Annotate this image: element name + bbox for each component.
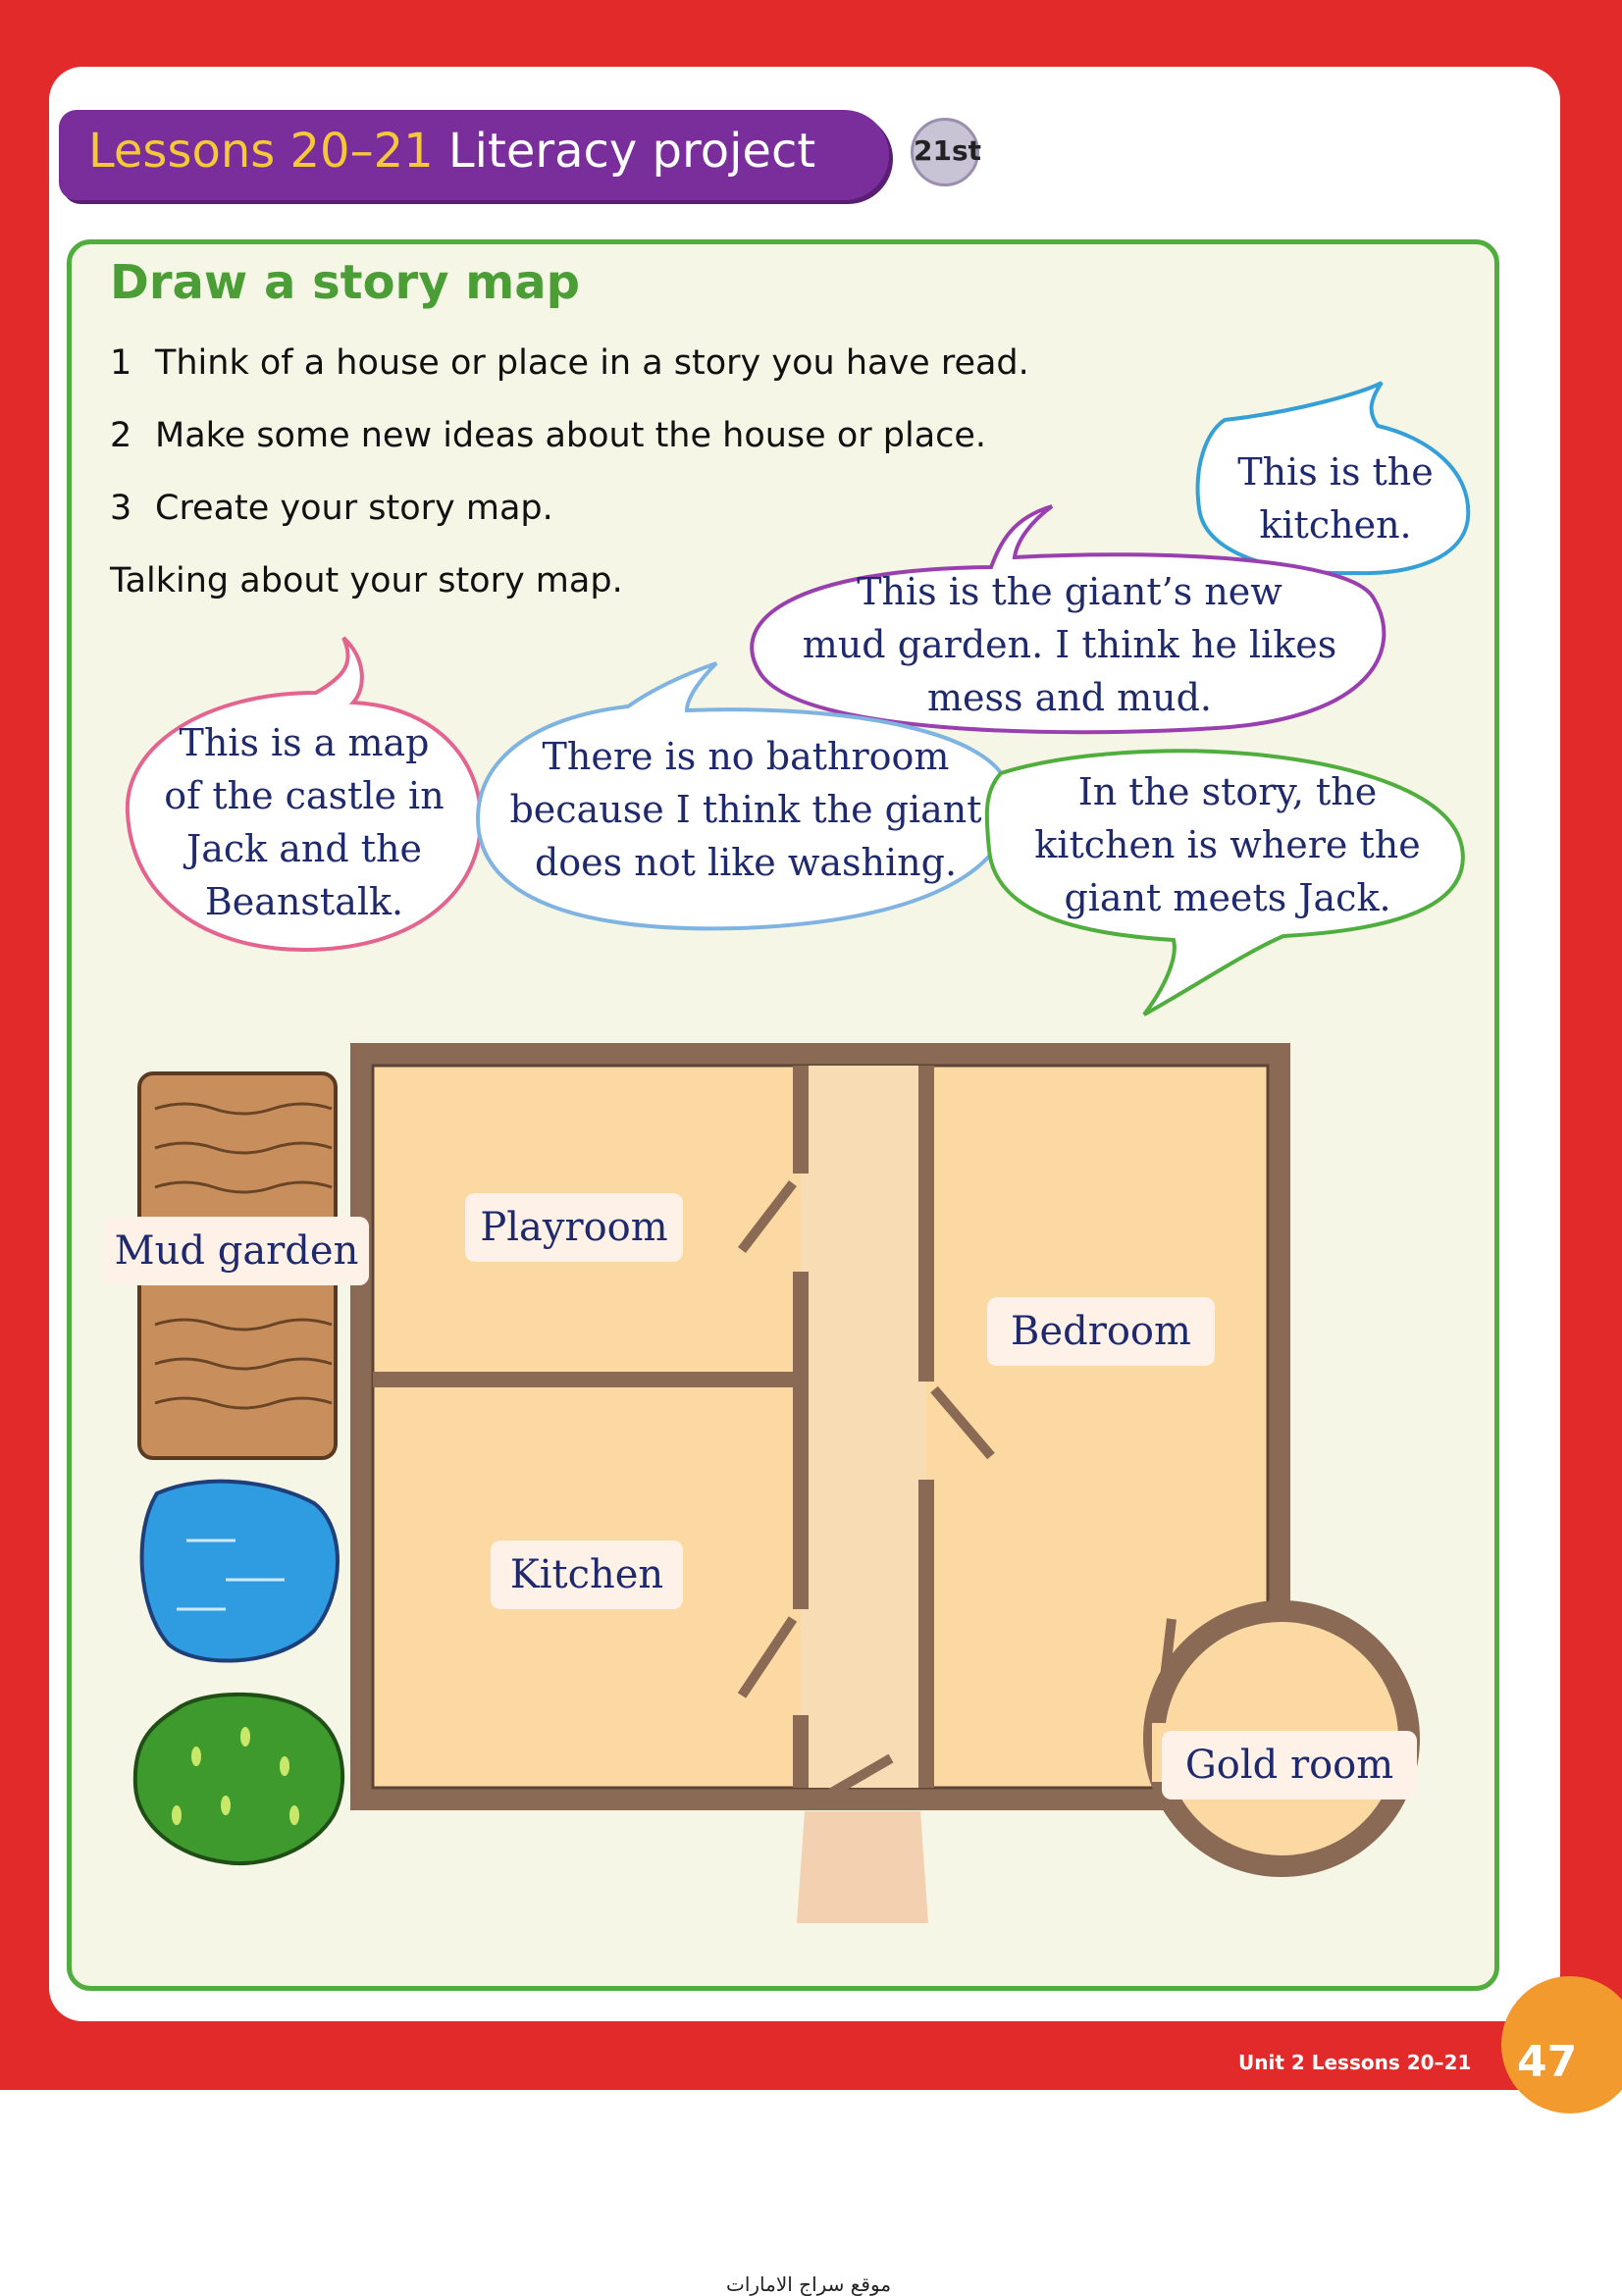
section-title: Draw a story map <box>110 255 580 310</box>
label-bedroom: Bedroom <box>987 1297 1215 1366</box>
footer-unit-label: Unit 2 Lessons 20–21 <box>1238 2051 1472 2074</box>
bush-icon <box>135 1695 342 1863</box>
label-mud-garden: Mud garden <box>104 1217 369 1285</box>
bubble-line: of the castle in <box>164 774 445 817</box>
talking-instruction: Talking about your story map. <box>110 561 623 600</box>
corridor <box>801 1066 926 1788</box>
bubble-line: giant meets Jack. <box>1064 876 1391 919</box>
bubble-line: kitchen. <box>1259 503 1412 547</box>
21st-century-badge-icon: 21st <box>911 118 979 186</box>
bubble-line: mud garden. I think he likes <box>802 623 1337 666</box>
step-number: 1 <box>110 343 132 383</box>
bubble-line: kitchen is where the <box>1034 823 1421 866</box>
bubble-line: There is no bathroom <box>542 735 950 778</box>
bubble-line: This is a map <box>179 721 430 764</box>
bubble-line: does not like washing. <box>534 841 958 884</box>
step-text: Think of a house or place in a story you have read. <box>155 343 1029 383</box>
step-text: Make some new ideas about the house or place. <box>155 416 987 455</box>
bubble-line: because I think the giant <box>509 788 982 831</box>
step-text: Create your story map. <box>155 489 553 528</box>
garden-path <box>797 1811 928 1923</box>
bubble-line: Beanstalk. <box>204 880 404 923</box>
lessons-label: Lessons 20–21 <box>88 124 434 179</box>
label-kitchen: Kitchen <box>491 1540 683 1609</box>
bubble-line: This is the <box>1237 450 1434 494</box>
bubble-line: This is the giant’s new <box>857 570 1282 613</box>
label-gold-room: Gold room <box>1162 1731 1417 1800</box>
site-credit: موقع سراج الامارات <box>726 2272 892 2296</box>
pond-icon <box>142 1482 338 1661</box>
header-title: Literacy project <box>447 124 816 179</box>
bubble-line: In the story, the <box>1077 770 1378 813</box>
bubble-line: Jack and the <box>185 827 423 870</box>
label-playroom: Playroom <box>465 1193 683 1262</box>
step-number: 3 <box>110 489 132 528</box>
step-number: 2 <box>110 416 132 455</box>
page-number: 47 <box>1517 2037 1578 2087</box>
bubble-line: mess and mud. <box>926 676 1213 719</box>
